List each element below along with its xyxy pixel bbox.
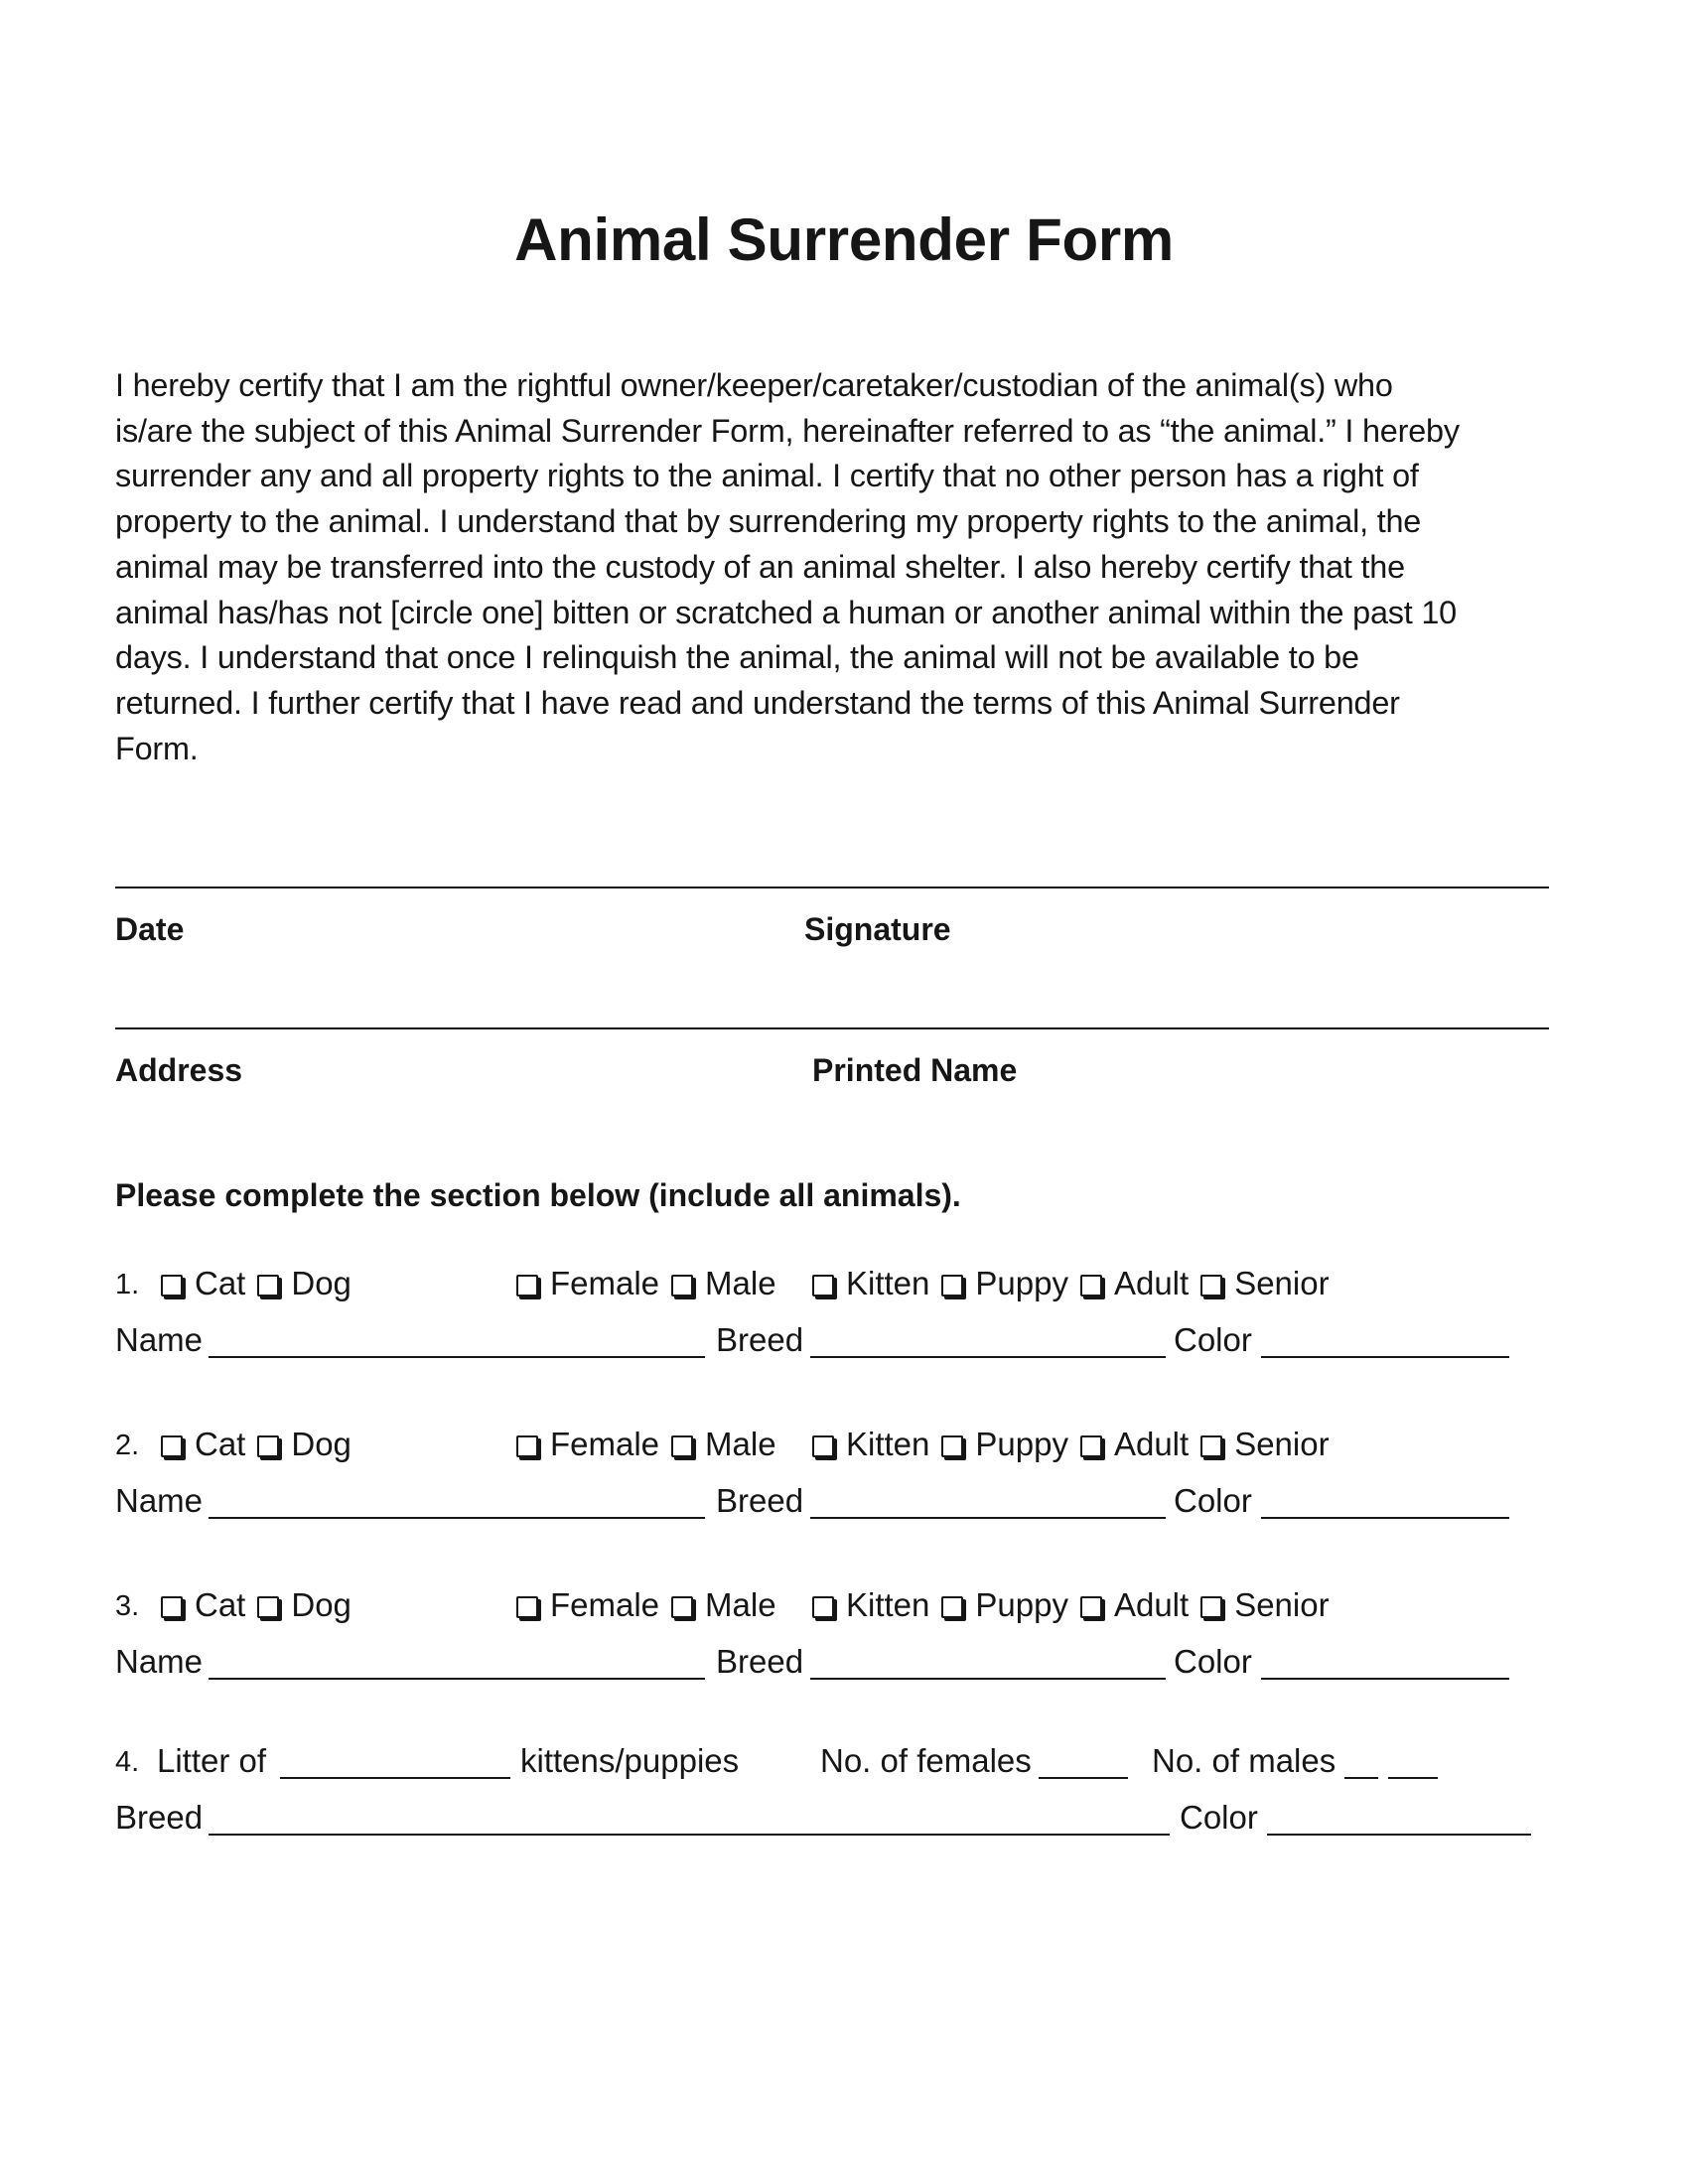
male-option-label: Male [705,1426,776,1462]
cat-checkbox[interactable] [161,1435,183,1457]
animal-3-details-row [115,1640,1565,1684]
certification-line: animal may be transferred into the custody of an animal shelter. I also hereby certify that the [115,548,1405,585]
senior-checkbox[interactable] [1200,1596,1222,1618]
sex-options [516,1583,776,1627]
female-option-label: Female [550,1426,660,1462]
dog-checkbox[interactable] [257,1596,279,1618]
breed-label: Breed [115,1799,204,1836]
male-checkbox[interactable] [671,1435,693,1457]
dog-option-label: Dog [291,1586,352,1623]
adult-option-label: Adult [1113,1265,1190,1301]
breed-label: Breed [716,1321,804,1358]
address-label: Address [115,1052,243,1088]
senior-checkbox[interactable] [1200,1435,1222,1457]
kitten-option-label: Kitten [846,1265,930,1301]
cat-checkbox[interactable] [161,1596,183,1618]
certification-line: property to the animal. I understand that by surrendering my property rights to the animal, the [115,503,1422,540]
cat-checkbox[interactable] [161,1275,183,1297]
sex-options [516,1262,776,1305]
kitten-option-label: Kitten [846,1426,930,1462]
breed-field[interactable] [810,1326,1166,1358]
animal-1-options-row [115,1262,1565,1305]
animal-number: 1. [115,1269,140,1300]
kitten-checkbox[interactable] [812,1275,834,1297]
certification-line: surrender any and all property rights to the animal. I certify that no other person has a right of [115,458,1419,494]
adult-checkbox[interactable] [1080,1435,1102,1457]
senior-option-label: Senior [1234,1426,1330,1462]
cat-option-label: Cat [195,1265,246,1301]
puppy-option-label: Puppy [975,1426,1068,1462]
certification-line: I hereby certify that I am the rightful owner/keeper/caretaker/custodian of the animal(s) who [115,367,1393,403]
dog-option-label: Dog [291,1265,352,1301]
puppy-checkbox[interactable] [941,1435,963,1457]
dog-checkbox[interactable] [257,1275,279,1297]
dog-option-label: Dog [291,1426,352,1462]
female-checkbox[interactable] [516,1435,538,1457]
male-checkbox[interactable] [671,1596,693,1618]
kitten-checkbox[interactable] [812,1435,834,1457]
page-title: Animal Surrender Form [514,206,1174,273]
cat-option-label: Cat [195,1426,246,1462]
males-label: No. of males [1152,1742,1336,1779]
dog-checkbox[interactable] [257,1435,279,1457]
color-field[interactable] [1261,1487,1509,1519]
color-label: Color [1174,1643,1252,1680]
certification-line: returned. I further certify that I have read and understand the terms of this Animal Surrender [115,684,1400,721]
senior-option-label: Senior [1234,1586,1330,1623]
males-count-field[interactable] [1344,1747,1378,1779]
male-option-label: Male [705,1265,776,1301]
senior-checkbox[interactable] [1200,1275,1222,1297]
adult-option-label: Adult [1113,1586,1190,1623]
males-count-field-extra[interactable] [1388,1747,1438,1779]
type-options [161,1423,352,1466]
female-checkbox[interactable] [516,1275,538,1297]
animal-1-details-row [115,1318,1565,1362]
animal-number: 2. [115,1430,140,1461]
signature-label: Signature [804,911,951,947]
kitten-option-label: Kitten [846,1586,930,1623]
cat-option-label: Cat [195,1586,246,1623]
litter-row [115,1739,1565,1783]
litter-count-field[interactable] [280,1747,510,1779]
date-label: Date [115,911,185,947]
breed-label: Breed [716,1643,804,1680]
male-checkbox[interactable] [671,1275,693,1297]
male-option-label: Male [705,1586,776,1623]
name-field[interactable] [209,1326,705,1358]
section-instruction: Please complete the section below (include all animals). [115,1177,961,1213]
breed-label: Breed [716,1482,804,1519]
breed-field[interactable] [810,1648,1166,1680]
kittens-puppies-label: kittens/puppies [520,1742,740,1779]
females-label: No. of females [820,1742,1032,1779]
certification-paragraph [115,363,1565,771]
litter-color-field[interactable] [1267,1804,1531,1836]
printed-name-label: Printed Name [812,1052,1018,1088]
certification-line: days. I understand that once I relinquish the animal, the animal will not be available to be [115,639,1359,676]
type-options [161,1583,352,1627]
senior-option-label: Senior [1234,1265,1330,1301]
age-options [812,1583,1330,1627]
type-options [161,1262,352,1305]
puppy-checkbox[interactable] [941,1596,963,1618]
animal-2-options-row [115,1423,1565,1466]
litter-number: 4. [115,1746,140,1778]
color-field[interactable] [1261,1648,1509,1680]
animal-3-options-row [115,1583,1565,1627]
litter-breed-field[interactable] [209,1804,1170,1836]
adult-option-label: Adult [1113,1426,1190,1462]
color-label: Color [1174,1482,1252,1519]
color-label: Color [1180,1799,1258,1836]
puppy-option-label: Puppy [975,1265,1068,1301]
animal-2-details-row [115,1479,1565,1523]
color-field[interactable] [1261,1326,1509,1358]
adult-checkbox[interactable] [1080,1275,1102,1297]
name-field[interactable] [209,1487,705,1519]
certification-line: Form. [115,730,199,766]
certification-line: animal has/has not [circle one] bitten or scratched a human or another animal within the past 10 [115,594,1457,630]
animal-number: 3. [115,1590,140,1622]
age-options [812,1262,1330,1305]
breed-field[interactable] [810,1487,1166,1519]
color-label: Color [1174,1321,1252,1358]
certification-line: is/are the subject of this Animal Surrender Form, hereinafter referred to as “the animal.” I hereby [115,412,1460,449]
puppy-checkbox[interactable] [941,1275,963,1297]
puppy-option-label: Puppy [975,1586,1068,1623]
litter-details-row [115,1796,1565,1840]
adult-checkbox[interactable] [1080,1596,1102,1618]
females-count-field[interactable] [1039,1747,1128,1779]
female-checkbox[interactable] [516,1596,538,1618]
name-label: Name [115,1482,204,1519]
litter-of-label: Litter of [157,1742,267,1779]
address-printed-name-line[interactable] [115,1027,1549,1029]
date-signature-line[interactable] [115,887,1549,888]
name-field[interactable] [209,1648,705,1680]
kitten-checkbox[interactable] [812,1596,834,1618]
sex-options [516,1423,776,1466]
female-option-label: Female [550,1586,660,1623]
name-label: Name [115,1643,204,1680]
name-label: Name [115,1321,204,1358]
female-option-label: Female [550,1265,660,1301]
age-options [812,1423,1330,1466]
